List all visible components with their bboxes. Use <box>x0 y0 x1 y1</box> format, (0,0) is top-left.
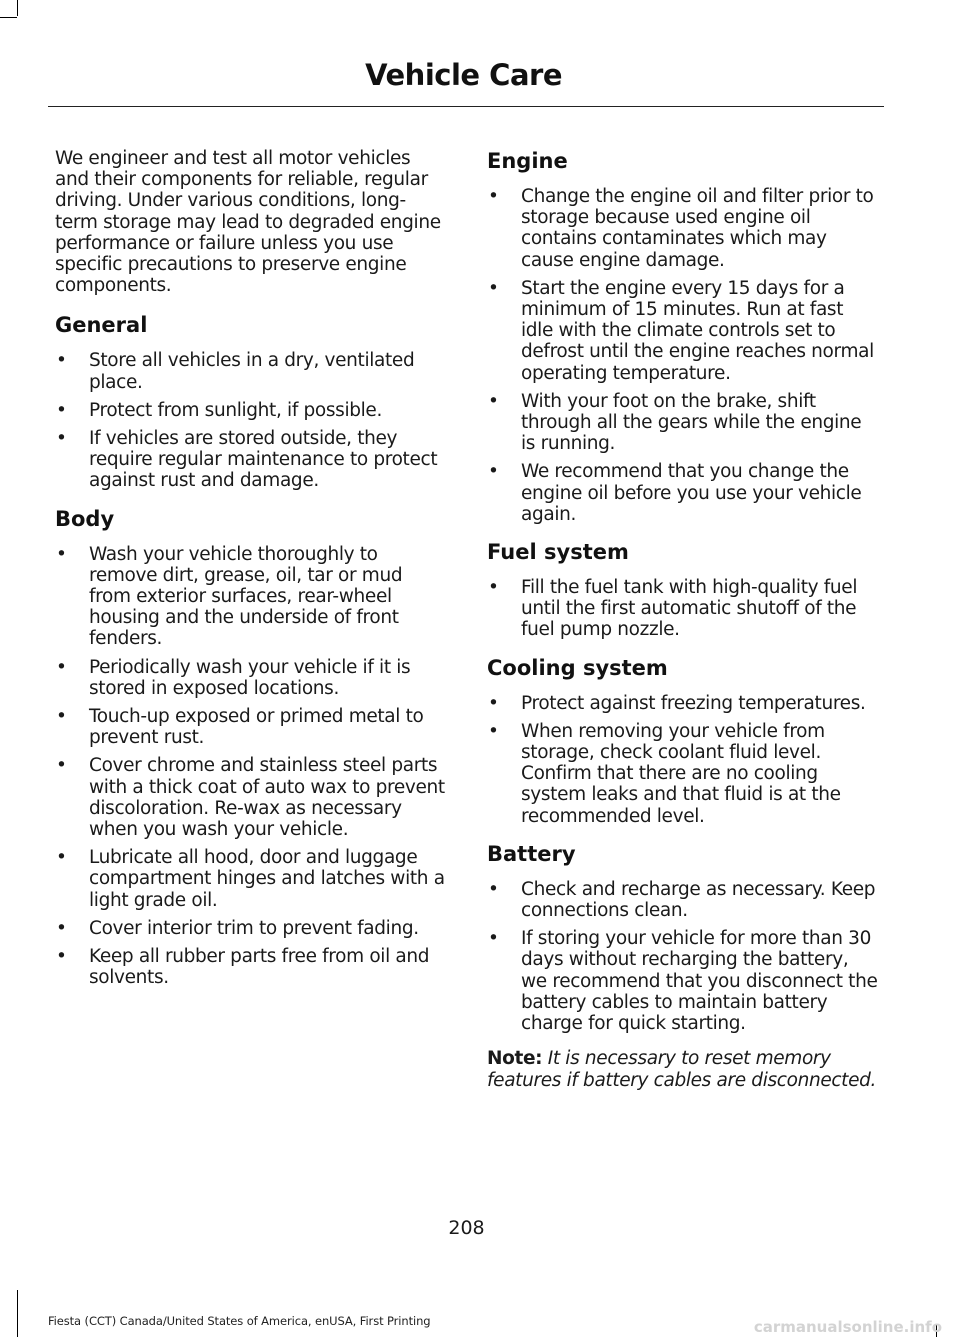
list-item <box>55 706 447 748</box>
list-item-text: Fill the fuel tank with high-quality fuel until the first automatic shutoff of the fuel pump nozzle. <box>521 577 858 641</box>
bullet-icon: • <box>56 917 67 939</box>
list-item <box>55 544 447 650</box>
page-title: Vehicle Care <box>365 58 562 92</box>
list-item-text: If vehicles are stored outside, they require regular maintenance to protect against rust and damage. <box>89 428 438 492</box>
bullet-icon: • <box>56 656 67 678</box>
note <box>487 1048 879 1090</box>
list-item <box>55 428 447 492</box>
list-item-text: Store all vehicles in a dry, ventilated place. <box>89 350 415 393</box>
list-item <box>55 946 447 988</box>
list-item-text: Start the engine every 15 days for a minimum of 15 minutes. Run at fast idle with the climate controls set to defrost until the engine reaches normal operating temperature. <box>521 277 874 384</box>
list-item <box>55 657 447 699</box>
page-number: 208 <box>448 1217 485 1239</box>
watermark: carmanualsonline.info <box>753 1318 942 1336</box>
list-item <box>55 755 447 840</box>
list-item <box>55 400 447 421</box>
crop-mark <box>0 17 17 18</box>
list-item-text: Check and recharge as necessary. Keep connections clean. <box>521 878 876 922</box>
list-item-text: We recommend that you change the engine oil before you use your vehicle again. <box>521 461 862 525</box>
crop-mark <box>17 0 18 16</box>
list-item-text: Cover chrome and stainless steel parts with a thick coat of auto wax to prevent discoloration. Re-wax as necessary when you wash your vehicle. <box>89 755 445 841</box>
list-item-text: With your foot on the brake, shift through all the gears while the engine is running. <box>521 390 862 455</box>
bullet-icon: • <box>488 186 499 207</box>
list-item-text: Cover interior trim to prevent fading. <box>89 917 419 939</box>
bullet-icon: • <box>488 878 499 900</box>
bullet-icon: • <box>488 277 499 299</box>
list-item <box>487 721 879 827</box>
list-item <box>55 918 447 939</box>
crop-mark <box>17 1290 18 1337</box>
note-label: Note: <box>487 1048 543 1070</box>
list-item <box>487 391 879 455</box>
footer-text: Fiesta (CCT) Canada/United States of America, enUSA, First Printing <box>48 1314 431 1328</box>
note-text: It is necessary to reset memory features if battery cables are disconnected. <box>487 1048 877 1091</box>
left-column <box>55 148 447 1003</box>
bullet-icon: • <box>56 543 67 565</box>
list-item <box>487 928 879 1034</box>
bullet-icon: • <box>56 350 67 372</box>
list-item <box>487 461 879 525</box>
list-item <box>487 186 879 271</box>
section-heading: General <box>55 313 148 338</box>
bullet-list <box>487 879 879 1034</box>
section-heading: Cooling system <box>487 655 668 680</box>
list-item-text: Change the engine oil and filter prior to storage because used engine oil contains contaminates which may cause engine damage. <box>521 186 874 271</box>
section-heading: Fuel system <box>487 540 629 565</box>
list-item-text: If storing your vehicle for more than 30 days without recharging the battery, we recommend that you disconnect the battery cables to maintain battery charge for quick starting. <box>521 928 878 1035</box>
bullet-icon: • <box>488 390 499 412</box>
list-item-text: Protect from sunlight, if possible. <box>89 399 382 421</box>
title-divider <box>48 106 884 107</box>
list-item <box>487 879 879 921</box>
bullet-list <box>487 693 879 827</box>
bullet-list <box>487 186 879 525</box>
bullet-icon: • <box>488 461 499 483</box>
bullet-icon: • <box>488 692 499 714</box>
bullet-icon: • <box>56 706 67 728</box>
bullet-icon: • <box>56 847 67 869</box>
list-item-text: Lubricate all hood, door and luggage compartment hinges and latches with a light grade oil. <box>89 847 445 911</box>
list-item-text: Keep all rubber parts free from oil and solvents. <box>89 946 430 989</box>
left-sections <box>55 312 447 988</box>
bullet-icon: • <box>488 720 499 742</box>
list-item <box>487 693 879 714</box>
bullet-icon: • <box>488 928 499 950</box>
bullet-icon: • <box>56 428 67 450</box>
bullet-icon: • <box>488 577 499 599</box>
list-item-text: Touch-up exposed or primed metal to prevent rust. <box>89 706 424 749</box>
section-heading: Battery <box>487 841 576 866</box>
list-item-text: When removing your vehicle from storage, check coolant fluid level. Confirm that there are no cooling system leaks and that fluid is at the recommended level. <box>521 720 841 827</box>
list-item <box>487 577 879 641</box>
list-item <box>55 350 447 392</box>
bullet-icon: • <box>56 399 67 421</box>
right-column <box>487 148 879 1091</box>
list-item-text: Wash your vehicle thoroughly to remove dirt, grease, oil, tar or mud from exterior surfaces, rear-wheel housing and the underside of front fenders. <box>89 543 403 650</box>
bullet-icon: • <box>56 946 67 968</box>
list-item <box>55 847 447 911</box>
bullet-list <box>55 544 447 989</box>
list-item <box>487 278 879 384</box>
section-heading: Engine <box>487 149 568 173</box>
right-sections <box>487 148 879 1034</box>
list-item-text: Periodically wash your vehicle if it is stored in exposed locations. <box>89 656 411 699</box>
intro-paragraph: We engineer and test all motor vehicles and their components for reliable, regular driving. Under various conditions, long-term storage may lead to degraded engine performance or failure unless you use specific precautions to preserve engine components. <box>55 148 441 297</box>
list-item-text: Protect against freezing temperatures. <box>521 692 866 714</box>
bullet-list <box>55 350 447 491</box>
bullet-list <box>487 577 879 641</box>
section-heading: Body <box>55 506 115 531</box>
bullet-icon: • <box>56 755 67 777</box>
